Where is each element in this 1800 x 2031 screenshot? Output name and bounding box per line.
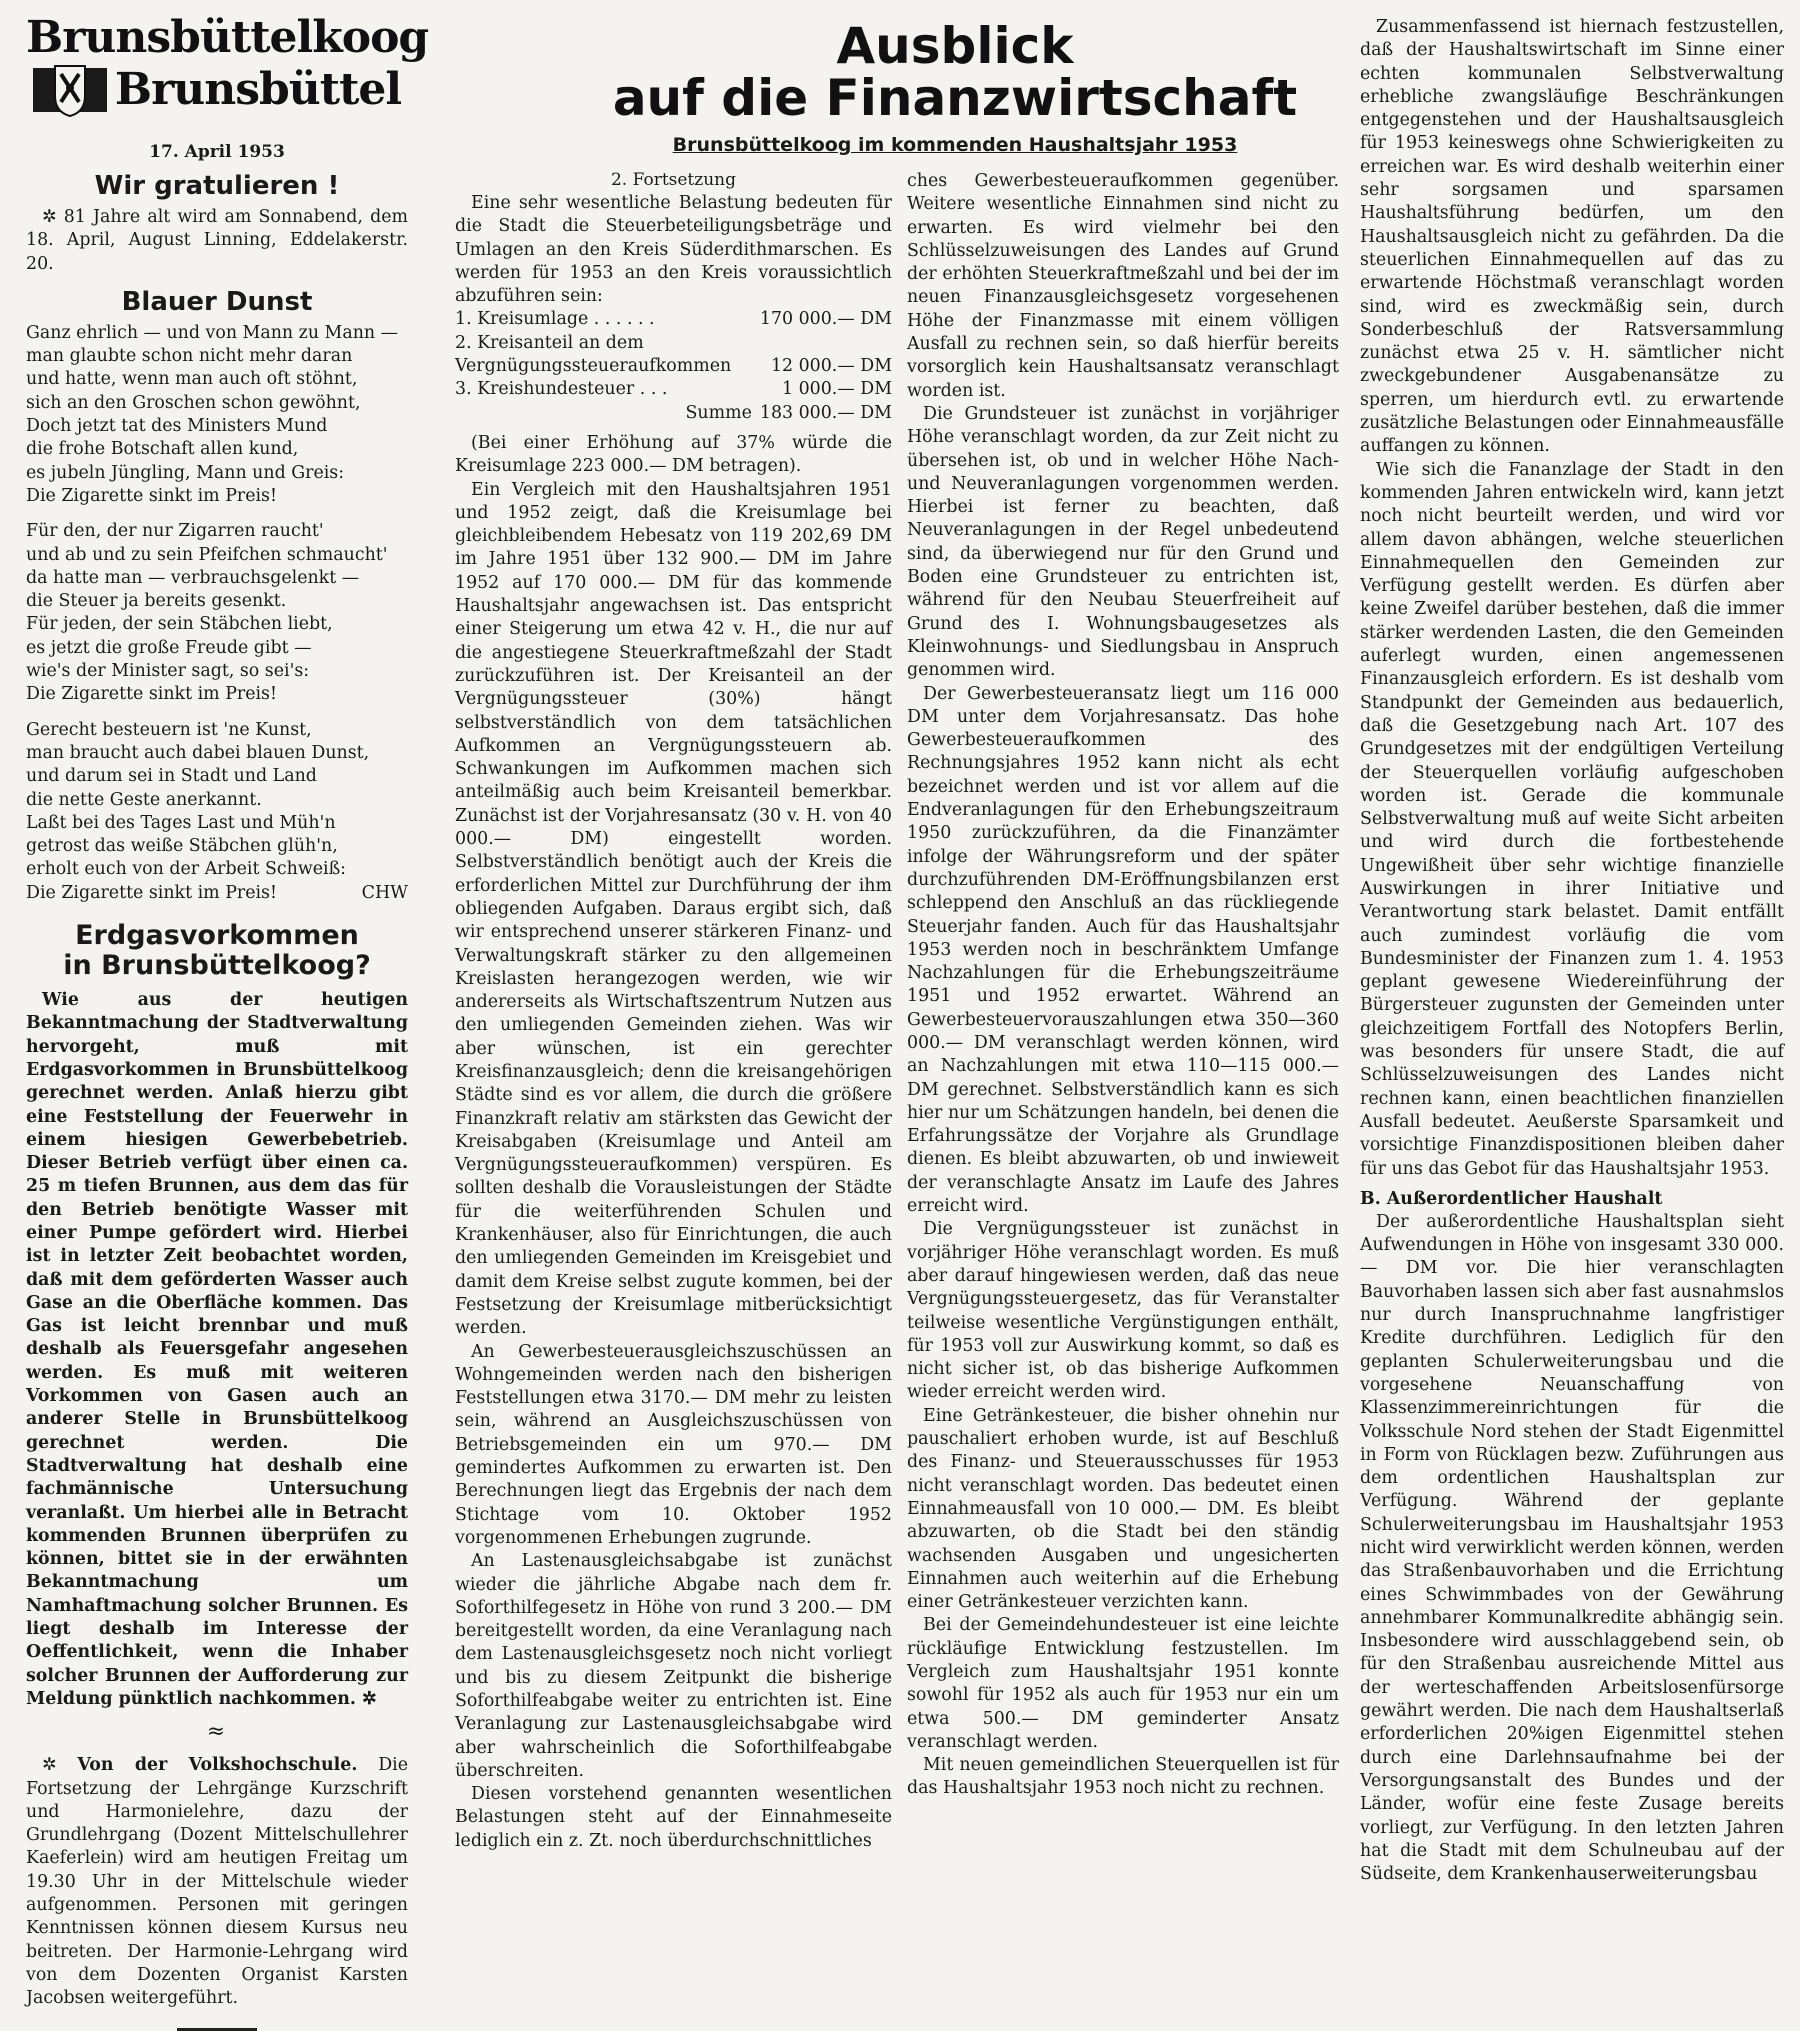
article-title-line-1: Ausblick (836, 17, 1074, 75)
article-paragraph: Die Grundsteuer ist zunächst in vorjähriger Höhe veranschlagt worden, da zur Zeit nicht zu übersehen ist, ob und in welcher Höhe Nach- und Neuveranlagungen vorgenommen werden. Hierbei ist ferner zu beachten, daß Neuveranlagungen in der Regel unbedeutend sind, da überwiegend nur für den Grund und Boden eine Grundsteuer zu entrichten ist, während für den Neubau Steuerfreiheit auf Grund des I. Wohnungsbaugesetzes als Kleinwohnungs- und Siedlungsbau in Anspruch genommen wird. (907, 403, 1339, 681)
table-row: Summe 183 000.— DM (685, 402, 892, 423)
poem-last-line: Die Zigarette sinkt im Preis! (26, 882, 277, 903)
article-paragraph: Eine Getränkesteuer, die bisher ohnehin nur pauschaliert erhoben wurde, ist auf Beschluß des Finanz- und Steuerausschusses für 1953 nicht veranschlagt worden. Das bedeutet einen Einnahmeausfall von 10 000.— DM. Es bleibt abzuwarten, ob die Stadt bei den ständig wachsenden Ausgaben und ungesicherten Einnahmen auch weiterhin auf die Erhebung einer Getränkesteuer verzichten kann. (907, 1405, 1339, 1613)
article-paragraph: Bei der Gemeindehundesteuer ist eine leichte rückläufige Entwicklung festzustellen. Im Vergleich zum Haushaltsjahr 1951 konnte sowohl für 1952 als auch für 1953 nur ein um etwa 500.— DM geminderter Ansatz veranschlagt werden. (907, 1615, 1339, 1752)
article-paragraph: An Lastenausgleichsabgabe ist zunächst wieder die jährliche Abgabe nach dem fr. Soforthilfegesetz in Höhe von rund 3 200.— DM bereitgestellt worden, da eine Veranlagung nach dem Lastenausgleichsgesetz noch nicht vorliegt und bis zu diesem Zeitpunkt die bisherige Soforthilfeabgabe weiter zu entrichten ist. Eine Veranlagung zur Lastenausgleichsabgabe wird aber wahrscheinlich die Soforthilfeabgabe überschreiten. (455, 1551, 892, 1781)
table-row: 2. Kreisanteil an dem Vergnügungssteueraufkommen 12 000.— DM (455, 332, 892, 377)
levy-table (455, 308, 892, 424)
poem-stanza-2: Für den, der nur Zigarren raucht' und ab und zu sein Pfeifchen schmaucht' da hatte man — verbrauchsgelenkt — die Steuer ja bereits gesenkt. Für jeden, der sein Stäbchen liebt, es jetzt die große Freude gibt — wie's der Minister sagt, so sei's: Die Zigarette sinkt im Preis! (26, 521, 388, 705)
article-paragraph: (Bei einer Erhöhung auf 37% würde die Kreisumlage 223 000.— DM betragen). (455, 432, 892, 477)
masthead (26, 12, 429, 118)
article-paragraph: ches Gewerbesteueraufkommen gegenüber. Weitere wesentliche Einnahmen sind nicht zu erwarten. Es wird vielmehr bei den Schlüsselzuweisungen des Landes auf Grund der erhöhten Steuerkraftmeßzahl und bei der im neuen Finanzausgleichsgesetz vorgesehenen Höhe der Finanzmasse mit einem völligen Ausfall zu rechnen sein, so daß hierfür bereits vorsorglich kein Haushaltsansatz veranschlagt worden ist. (907, 171, 1339, 401)
vhs-notice: ✲ Von der Volkshochschule. Die Fortsetzung der Lehrgänge Kurzschrift und Harmonielehre, dazu der Grundlehrgang (Dozent Mittelschullehrer Kaeferlein) wird am heutigen Freitag um 19.30 Uhr in der Mittelschule wieder aufgenommen. Personen mit geringen Kenntnissen können diesem Kursus neu beitreten. Der Harmonie-Lehrgang wird von dem Dozenten Organist Karsten Jacobsen weitergeführt. (26, 1755, 408, 2009)
erdgas-article: Wie aus der heutigen Bekanntmachung der Stadtverwaltung hervorgeht, muß mit Erdgasvorkommen in Brunsbüttelkoog gerechnet werden. Anlaß hierzu gibt eine Feststellung der Feuerwehr in einem hiesigen Gewerbebetrieb. Dieser Betrieb verfügt über einen ca. 25 m tiefen Brunnen, aus dem das für den Betrieb benötigte Wasser mit einer Pumpe gefördert wird. Hierbei ist in letzter Zeit beobachtet worden, daß mit dem geförderten Wasser auch Gase an die Oberfläche kommen. Das Gas ist leicht brennbar und muß deshalb als Feuersgefahr angesehen werden. Es muß mit weiteren Vorkommen von Gasen auch an anderer Stelle in Brunsbüttelkoog gerechnet werden. Die Stadtverwaltung hat deshalb eine fachmännische Untersuchung veranlaßt. Um hierbei alle in Betracht kommenden Brunnen überprüfen zu können, bittet sie in der erwähnten Bekanntmachung um Namhaftmachung solcher Brunnen. Es liegt deshalb im Interesse der Oeffentlichkeit, wenn die Inhaber solcher Brunnen der Aufforderung zur Meldung pünktlich nachkommen. ✲ (26, 990, 408, 1709)
poem-stanza-3: Gerecht besteuern ist 'ne Kunst, man braucht auch dabei blauen Dunst, und darum sei in Stadt und Land die nette Geste anerkannt. Laßt bei des Tages Last und Müh'n getrost das weiße Stäbchen glüh'n, erholt euch von der Arbeit Schweiß: Die Zigarette sinkt im Preis! CHW (26, 719, 408, 905)
article-column-3 (907, 170, 1339, 1801)
erdgas-heading: Erdgasvorkommen in Brunsbüttelkoog? (63, 920, 371, 982)
star-icon: ✲ (42, 1755, 78, 1776)
article-paragraph: Die Vergnügungssteuer ist zunächst in vorjähriger Höhe veranschlagt worden. Es muß aber darauf hingewiesen werden, daß das neue Vergnügungssteuergesetz, das für Veranstalter teilweise wesentliche Vergünstigungen enthält, für 1953 voll zur Auswirkung kommt, so daß es nicht sicher ist, ob das bisherige Aufkommen wieder erreicht werden wird. (907, 1219, 1339, 1403)
table-row: 3. Kreishundesteuer . . . 1 000.— DM (455, 379, 892, 400)
star-icon: ✲ (362, 1688, 377, 1709)
section-divider-icon: ≈ (206, 1719, 228, 1745)
masthead-line-1: Brunsbüttelkoog (26, 12, 429, 63)
table-row: 1. Kreisumlage . . . . . . 170 000.— DM (455, 309, 892, 330)
poem-signature: CHW (361, 882, 408, 903)
article-subtitle: Brunsbüttelkoog im kommenden Haushaltsjahr 1953 (672, 134, 1238, 156)
main-article-header (455, 17, 1455, 156)
article-intro: Eine sehr wesentliche Belastung bedeuten für die Stadt die Steuerbeteiligungsbeträge und Umlagen an den Kreis Süderdithmarschen. Es werden für 1953 an den Kreis voraussichtlich abzuführen sein: (455, 193, 892, 307)
article-paragraph: Ein Vergleich mit den Haushaltsjahren 1951 und 1952 zeigt, daß die Kreisumlage bei gleichbleibendem Hebesatz von 119 202,69 DM im Jahre 1951 über 132 900.— DM im Jahre 1952 auf 170 000.— DM für das kommende Haushaltsjahr angewachsen ist. Das entspricht einer Steigerung um etwa 42 v. H., die nur auf die angestiegene Steuerkraftmeßzahl der Stadt zurückzuführen ist. Der Kreisanteil an der Vergnügungssteuer (30%) hängt selbstverständlich von dem tatsächlichen Aufkommen an Vergnügungssteuern ab. Schwankungen im Aufkommen machen sich anteilmäßig auch beim Kreisanteil bemerkbar. Zunächst ist der Vorjahresansatz (30 v. H. von 40 000.— DM) eingestellt worden. Selbstverständlich benötigt auch der Kreis die erforderlichen Mittel zur Durchführung der ihm obliegenden Aufgaben. Daraus ergibt sich, daß wir entsprechend unserer stärkeren Finanz- und Verwaltungskraft stärker zu den allgemeinen Kreislasten herangezogen werden, wie wir andererseits als Wirtschaftszentrum Nutzen aus den umliegenden Gemeinden ziehen. Was wir aber wünschen, ist ein gerechter Kreisfinanzausgleich; denn die kreisangehörigen Städte sind es vor allem, die durch die größere Finanzkraft relativ am stärksten das Gewicht der Kreisabgaben (Kreisumlage und Anteil am Vergnügungssteueraufkommen) verspüren. Es sollten deshalb die Vorausleistungen der Städte für die weiterführenden Schulen und Krankenhäuser, also für Einrichtungen, die auch den umliegenden Gemeinden im Kreisgebiet und damit dem Kreise selbst zugute kommen, bei der Festsetzung der Kreisumlage mitberücksichtigt werden. (455, 479, 892, 1339)
article-paragraph: Der Gewerbesteueransatz liegt um 116 000 DM unter dem Vorjahresansatz. Das hohe Gewerbesteueraufkommen des Rechnungsjahres 1952 kann nicht als echt bezeichnet werden und ist vor allem auf die Endveranlagungen für den Erhebungszeitraum 1950 zurückzuführen, da die Finanzämter infolge der Währungsreform und der später durchzuführenden DM-Eröffnungsbilanzen erst schleppend den Anschluß an das rückliegende Steuerjahr fanden. Auch für das Haushaltsjahr 1953 werden noch in beschränktem Umfange Nachzahlungen für die Erhebungszeiträume 1951 und 1952 erwartet. Während an Gewerbesteuervorauszahlungen etwa 350—360 000.— DM veranschlagt werden können, wird an Nachzahlungen mit etwa 110—115 000.— DM gerechnet. Selbstverständlich kann es sich hier nur um Schätzungen handeln, bei denen die Erfahrungssätze der Vorjahre als Grundlage dienen. Es bleibt abzuwarten, ob und inwieweit der veranschlagte Ansatz im Laufe des Jahres erreicht wird. (907, 683, 1339, 1217)
article-paragraph: Der außerordentliche Haushaltsplan sieht Aufwendungen in Höhe von insgesamt 330 000.— DM vor. Die hier veranschlagten Bauvorhaben lassen sich aber fast ausnahmslos nur durch Inanspruchnahme langfristiger Kredite durchführen. Lediglich für den geplanten Schulerweiterungsbau und die vorgesehene Neuanschaffung von Klassenzimmereinrichtungen für die Volksschule Nord stehen der Stadt Eigenmittel in Form von Rücklagen bezw. Zuführungen aus dem ordentlichen Haushaltsplan zur Verfügung. Während der geplante Schulerweiterungsbau im Haushaltsjahr 1953 nicht wird verwirklicht werden können, werden das Straßenbauvorhaben und die Errichtung eines Schwimmbades von der Gewährung annehmbarer Kommunalkredite abhängig sein. Insbesondere wird ausschlaggebend sein, ob für den Straßenbau ausreichende Mittel aus der werteschaffenden Arbeitslosenfürsorge gewährt werden. Die nach dem Haushaltserlaß erforderlichen 20%igen Eigenmittel stehen durch eine Darlehnsaufnahme bei der Versorgungsanstalt des Bundes und der Länder, wofür eine feste Zusage bereits vorliegt, zur Verfügung. In den letzten Jahren hat die Stadt mit dem Schulneubau auf der Südseite, dem Krankenhauserweiterungsbau (1360, 1211, 1784, 1885)
issue-date: 17. April 1953 (149, 142, 285, 162)
poem-heading: Blauer Dunst (121, 286, 313, 317)
article-paragraph: An Gewerbesteuerausgleichszuschüssen an Wohngemeinden werden nach den bisherigen Feststellungen etwa 3170.— DM mehr zu leisten sein, während an Ausgleichszuschüssen von Betriebsgemeinden ein um 970.— DM gemindertes Aufkommen zu erwarten ist. Den Berechnungen liegt das Ergebnis der nach dem Stichtage vom 10. Oktober 1952 vorgenommenen Erhebungen zugrunde. (455, 1341, 892, 1548)
masthead-line-2: Brunsbüttel (114, 64, 402, 115)
article-column-4 (1360, 16, 1784, 1886)
congrats-heading: Wir gratulieren ! (94, 171, 340, 201)
local-news-column (26, 0, 429, 2031)
article-paragraph: Diesen vorstehend genannten wesentlichen Belastungen steht auf der Einnahmeseite lediglich ein z. Zt. noch überdurchschnittliches (455, 1784, 892, 1851)
continuation-label: 2. Fortsetzung (610, 170, 737, 190)
congrats-text: ✲ 81 Jahre alt wird am Sonnabend, dem 18. April, August Linning, Eddelakerstr. 20. (26, 207, 408, 274)
article-paragraph: Zusammenfassend ist hiernach festzustellen, daß der Haushaltswirtschaft im Sinne einer echten kommunalen Selbstverwaltung erhebliche zwangsläufige Beschränkungen entgegenstehen und der Haushaltsausgleich für 1953 keineswegs ohne Schwierigkeiten zu erreichen war. Es wird deshalb weiterhin einer sehr sorgsamen und sparsamen Haushaltsführung bedürfen, um den Haushaltsausgleich nicht zu gefährden. Da die steuerlichen Einnahmequellen auf das zu erwartende Höchstmaß veranschlagt worden sind, wird es zweckmäßig sein, durch Sonderbeschluß der Ratsversammlung zunächst etwa 25 v. H. sämtlicher nicht zweckgebundener Ausgabenansätze zu sperren, um hierdurch evtl. zu erwartende zusätzliche Belastungen oder Einnahmeausfälle auffangen zu können. (1360, 17, 1784, 457)
article-column-2 (455, 170, 892, 1853)
poem (26, 322, 408, 905)
star-icon: ✲ (42, 207, 64, 227)
article-paragraph: Wie sich die Fananzlage der Stadt in den kommenden Jahren entwickeln wird, kann jetzt noch nicht beurteilt werden, und wird vor allem davon abhängen, welche steuerlichen Einnahmequellen den Gemeinden zur Verfügung gestellt werden. Es dürfen aber keine Zweifel darüber bestehen, daß die immer stärker werdenden Lasten, die den Gemeinden auferlegt wurden, einen angemessenen Finanzausgleich erfordern. Es ist deshalb vom Standpunkt der Gemeinden aus bedauerlich, daß die Gesetzgebung nach Art. 107 des Grundgesetzes mit der endgültigen Verteilung der Steuerquellen vorläufig aufgeschoben worden ist. Gerade die kommunale Selbstverwaltung muß auf weite Sicht arbeiten und wird durch die fortbestehende Ungewißheit über sehr wichtige finanzielle Auswirkungen in ihrer Initiative und Verantwortung stark belastet. Damit entfällt auch zumindest vorläufig die vom Bundesminister der Finanzen zum 1. 4. 1953 geplant gewesene Wiedereinführung der Bürgersteuer zugunsten der Gemeinden unter gleichzeitigem Fortfall des Notopfers Berlin, was besonders für unsere Stadt, die auf Schlüsselzuweisungen des Landes nicht rechnen kann, einen beachtlichen finanziellen Ausfall bedeutet. Aeußerste Sparsamkeit und vorsichtige Finanzdispositionen bleiben daher für uns das Gebot für das Haushaltsjahr 1953. (1360, 459, 1784, 1179)
section-b-heading: B. Außerordentlicher Haushalt (1360, 1188, 1663, 1209)
town-crest-icon (33, 62, 107, 118)
article-title-line-2: auf die Finanzwirtschaft (612, 69, 1298, 127)
article-paragraph: Mit neuen gemeindlichen Steuerquellen ist für das Haushaltsjahr 1953 noch nicht zu rechnen. (907, 1755, 1339, 1799)
poem-stanza-1: Ganz ehrlich — und von Mann zu Mann — man glaubte schon nicht mehr daran und hatte, wenn man auch oft stöhnt, sich an den Groschen schon gewöhnt, Doch jetzt tat des Ministers Mund die frohe Botschaft allen kund, es jubeln Jüngling, Mann und Greis: Die Zigarette sinkt im Preis! (26, 322, 399, 506)
